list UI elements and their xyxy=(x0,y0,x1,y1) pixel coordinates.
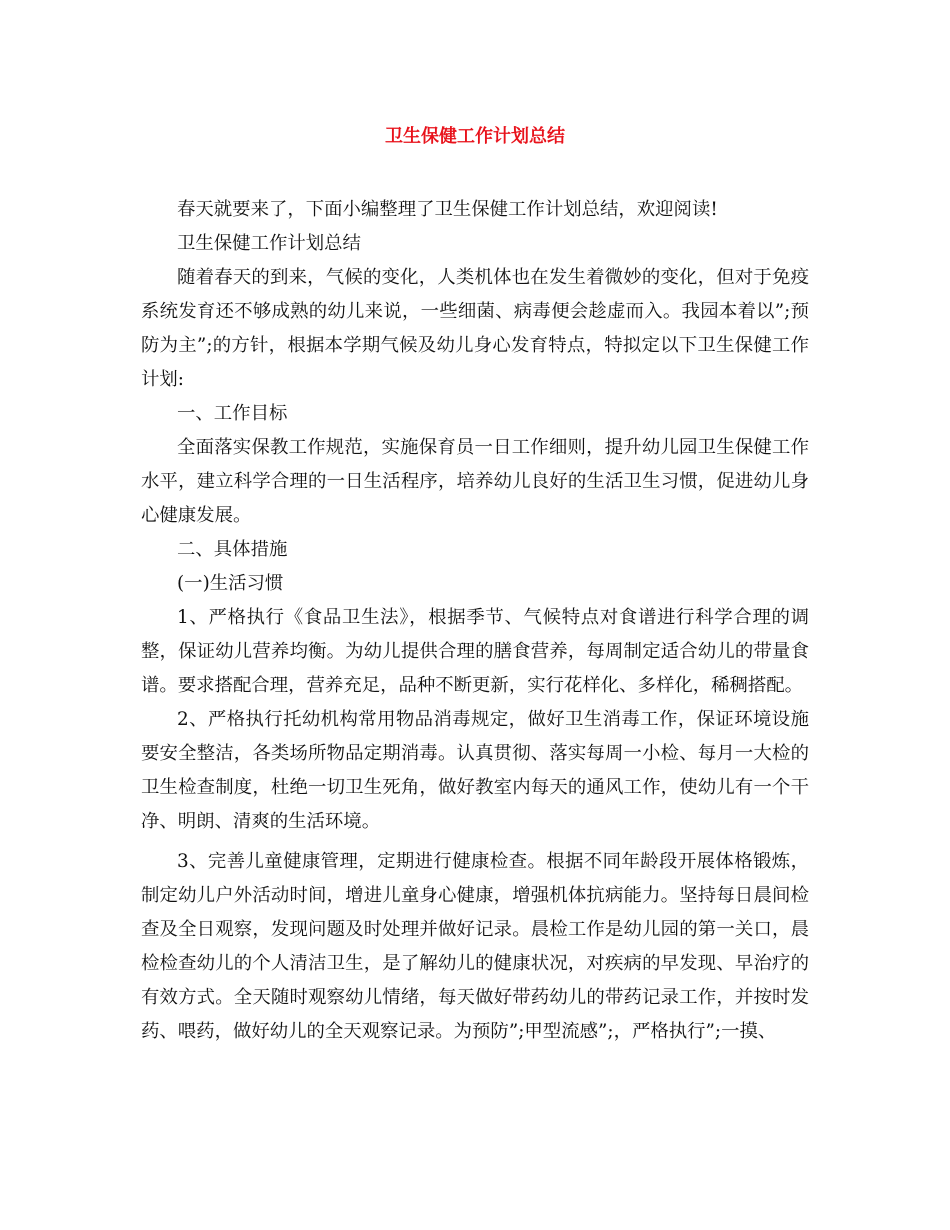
subsection-heading: (一)生活习惯 xyxy=(177,573,284,594)
document-body xyxy=(141,193,809,1049)
section-heading: 一、工作目标 xyxy=(177,403,288,424)
intro-paragraph: 春天就要来了，下面小编整理了卫生保健工作计划总结，欢迎阅读! xyxy=(177,199,718,220)
subtitle-paragraph: 卫生保健工作计划总结 xyxy=(177,233,361,254)
section-heading: 二、具体措施 xyxy=(177,539,288,560)
body-paragraph: 3、完善儿童健康管理，定期进行健康检查。根据不同年龄段开展体格锻炼，制定幼儿户外活动时间，增进儿童身心健康，增强机体抗病能力。坚持每日晨间检查及全日观察，发现问题及时处理并做好记录。晨检工作是幼儿园的第一关口，晨检检查幼儿的个人清洁卫生，是了解幼儿的健康状况，对疾病的早发现、早治疗的有效方式。全天随时观察幼儿情绪，每天做好带药幼儿的带药记录工作，并按时发药、喂药，做好幼儿的全天观察记录。为预防”;甲型流感”;，严格执行”;一摸、 xyxy=(141,851,809,1042)
body-paragraph: 2、严格执行托幼机构常用物品消毒规定，做好卫生消毒工作，保证环境设施要安全整洁，各类场所物品定期消毒。认真贯彻、落实每周一小检、每月一大检的卫生检查制度，杜绝一切卫生死角，做好教室内每天的通风工作，使幼儿有一个干净、明朗、清爽的生活环境。 xyxy=(141,709,809,832)
document-title: 卫生保健工作计划总结 xyxy=(385,126,565,147)
body-paragraph: 1、严格执行《食品卫生法》，根据季节、气候特点对食谱进行科学合理的调整，保证幼儿营养均衡。为幼儿提供合理的膳食营养，每周制定适合幼儿的带量食谱。要求搭配合理，营养充足，品种不断更新，实行花样化、多样化，稀稠搭配。 xyxy=(141,607,809,696)
body-paragraph: 全面落实保教工作规范，实施保育员一日工作细则，提升幼儿园卫生保健工作水平，建立科学合理的一日生活程序，培养幼儿良好的生活卫生习惯，促进幼儿身心健康发展。 xyxy=(141,437,809,526)
body-paragraph: 随着春天的到来，气候的变化，人类机体也在发生着微妙的变化，但对于免疫系统发育还不够成熟的幼儿来说，一些细菌、病毒便会趁虚而入。我园本着以”;预防为主”;的方针，根据本学期气候及幼儿身心发育特点，特拟定以下卫生保健工作计划: xyxy=(141,267,809,390)
